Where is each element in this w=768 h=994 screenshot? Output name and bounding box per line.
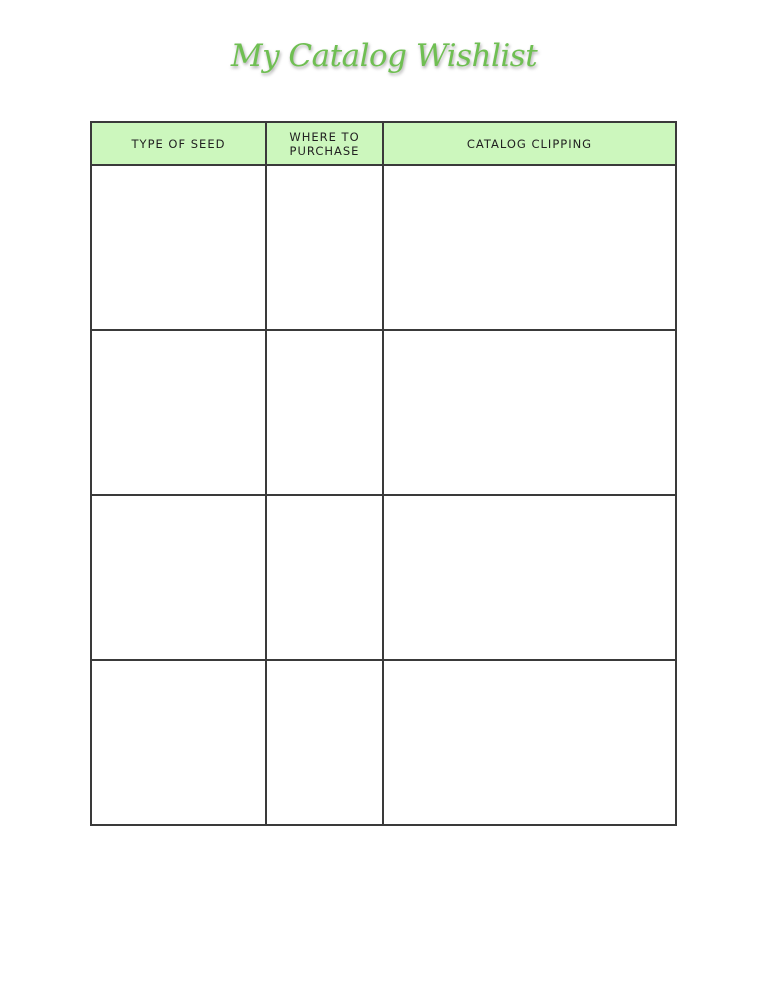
catalog-clipping-cell[interactable] xyxy=(383,495,676,660)
where-to-purchase-cell[interactable] xyxy=(266,660,383,825)
where-to-purchase-cell[interactable] xyxy=(266,495,383,660)
header-type-of-seed-label: TYPE OF SEED xyxy=(131,136,226,151)
type-of-seed-cell[interactable] xyxy=(91,660,266,825)
header-where-to-purchase-label: WHERE TO PURCHASE xyxy=(289,129,360,158)
header-catalog-clipping-label: CATALOG CLIPPING xyxy=(466,136,593,151)
header-type-of-seed xyxy=(91,122,266,165)
header-row xyxy=(91,122,676,165)
type-of-seed-cell[interactable] xyxy=(91,495,266,660)
header-where-to-purchase xyxy=(266,122,383,165)
catalog-clipping-cell[interactable] xyxy=(383,330,676,495)
table-row xyxy=(91,495,676,660)
where-to-purchase-cell[interactable] xyxy=(266,330,383,495)
header-catalog-clipping xyxy=(383,122,676,165)
table-row xyxy=(91,330,676,495)
wishlist-table xyxy=(90,121,677,826)
type-of-seed-cell[interactable] xyxy=(91,165,266,330)
page-title: My Catalog Wishlist xyxy=(230,38,538,74)
catalog-clipping-cell[interactable] xyxy=(383,660,676,825)
table-row xyxy=(91,165,676,330)
catalog-clipping-cell[interactable] xyxy=(383,165,676,330)
type-of-seed-cell[interactable] xyxy=(91,330,266,495)
table-row xyxy=(91,660,676,825)
where-to-purchase-cell[interactable] xyxy=(266,165,383,330)
